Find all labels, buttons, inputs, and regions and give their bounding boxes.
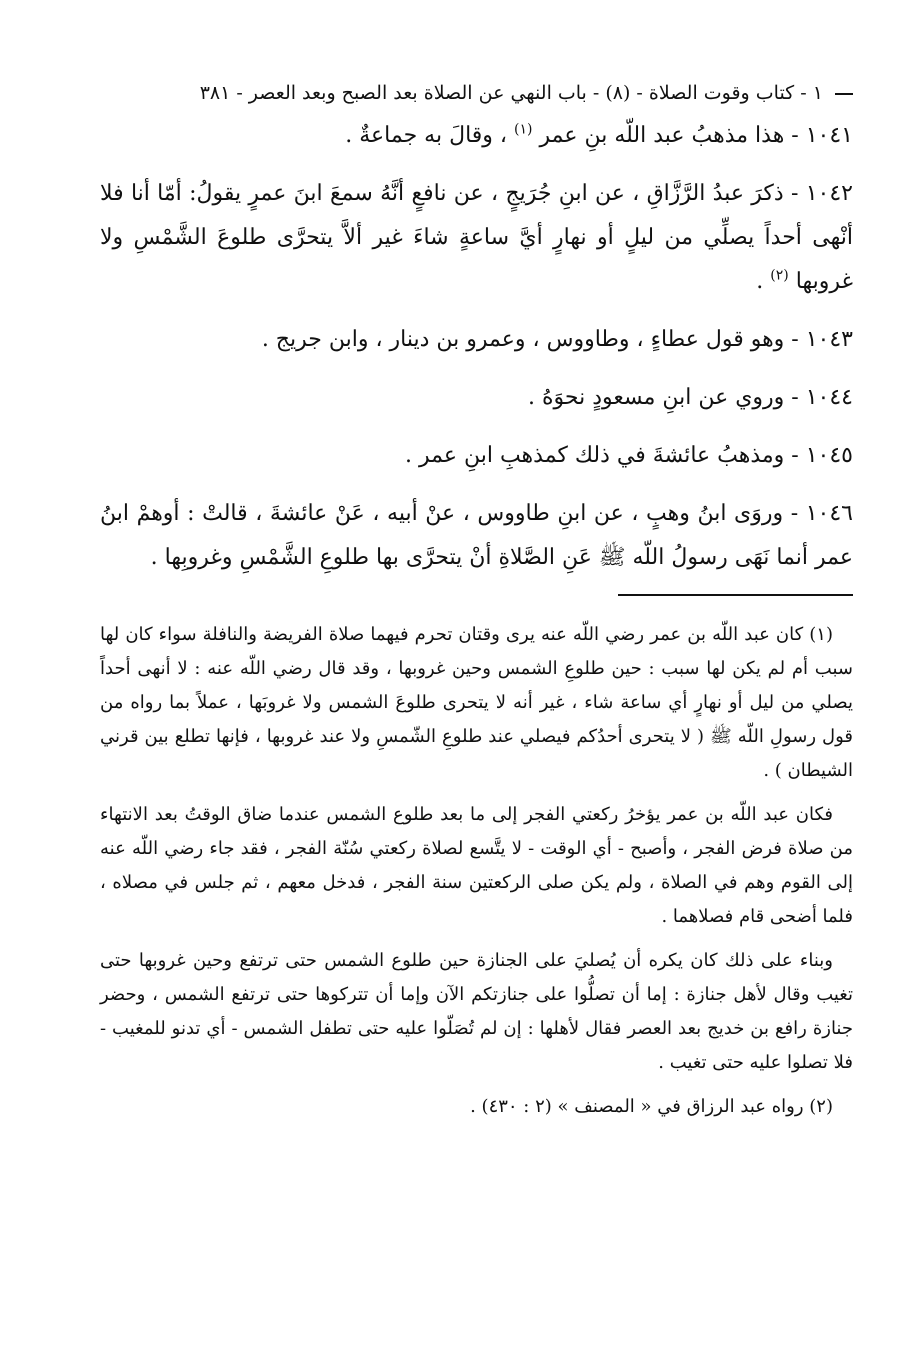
main-text — [100, 114, 853, 580]
paragraph-text: ١٠٤٦ - وروَى ابنُ وهبٍ ، عن ابنِ طاووس ، عنْ أبيه ، عَنْ عائشةَ ، قالتْ : أوهمْ ابنُ عمر أنما نَهَى رسولُ اللّه ﷺ عَنِ الصَّلاةِ أنْ يتحرَّى بها طلوعِ الشَّمْسِ وغروبِها . — [100, 501, 853, 570]
paragraph-text: ١٠٤٤ - وروي عن ابنِ مسعودٍ نحوَهُ . — [528, 385, 853, 410]
footnote-2: (٢) رواه عبد الرزاق في « المصنف » (٢ : ٤٣٠) . — [470, 1096, 833, 1117]
page — [100, 78, 853, 1134]
footnote-1: (١) كان عبد اللّه بن عمر رضي اللّه عنه يرى وقتان تحرم فيهما صلاة الفريضة والنافلة سواء كان لها سبب أم لم يكن لها سبب : حين طلوعِ الشمس وحين غروبها ، وقد قال رضي اللّه عنه : لا أنهى أحداً يصلي من ليل أو نهارٍ أي ساعة شاء ، غير أنه لا يتحرى طلوعَ الشمس ولا غروبَها ، عملاً بما رواه من قول رسولِ اللّه ﷺ ( لا يتحرى أحدُكم فيصلي عند طلوعِ الشّمسِ ولا عند غروبها ، فإنها تطلع بين قرني الشيطان ) . — [100, 624, 853, 781]
paragraph-1046 — [100, 492, 853, 580]
paragraph-1041 — [100, 114, 853, 158]
footnote-divider — [618, 594, 853, 596]
paragraph-tail: ، وقالَ به جماعةٌ . — [345, 123, 508, 148]
paragraph-1043 — [100, 318, 853, 362]
paragraph-1042 — [100, 172, 853, 304]
footnote-1-continued-2: وبناء على ذلك كان يكره أن يُصليَ على الجنازة حين طلوع الشمس حتى ترتفع وحين غروبها حتى تغيب وقال لأهل جنازة : إما أن تصلُّوا على جنازتكم الآن وإما أن تتركوها حتى ترتفع الشمس ، وحضر جنازة رافع بن خديج بعد العصر فقال لأهلها : إن لم تُصَلّوا عليه حتى تطفل الشمس - أي تدنو للمغيب - فلا تصلوا عليه حتى تغيب . — [100, 950, 853, 1073]
paragraph-1044 — [100, 376, 853, 420]
footnotes — [100, 618, 853, 1124]
footnote-marker-1[interactable]: (١) — [514, 121, 533, 138]
running-header — [100, 78, 853, 108]
paragraph-text: ١٠٤٥ - ومذهبُ عائشةَ في ذلك كمذهبِ ابنِ عمر . — [405, 443, 853, 468]
footnote-marker-2[interactable]: (٢) — [770, 267, 789, 284]
paragraph-text: ١٠٤٣ - وهو قول عطاءٍ ، وطاووس ، وعمرو بن دينار ، وابن جريج . — [261, 327, 853, 352]
paragraph-text: ١٠٤١ - هذا مذهبُ عبد اللّه بنِ عمر — [539, 123, 853, 148]
header-rule — [835, 93, 853, 95]
paragraph-tail: . — [756, 269, 764, 294]
footnote-1-continued: فكان عبد اللّه بن عمر يؤخرُ ركعتي الفجر إلى ما بعد طلوع الشمس عندما ضاق الوقتُ بعد الانتهاء من صلاة فرض الفجر ، وأصبح - أي الوقت - لا يتَّسع لصلاة ركعتي سُنّة الفجر ، فقد جاء رضي اللّه عنه إلى القوم وهم في الصلاة ، ولم يكن صلى الركعتين سنة الفجر ، فدخل معهم ، ثم جلس في مصلاه ، فلما أضحى قام فصلاهما . — [100, 804, 853, 927]
paragraph-text: ١٠٤٢ - ذكرَ عبدُ الرَّزَّاقِ ، عن ابنِ جُرَيجٍ ، عن نافعٍ أنَّهُ سمعَ ابنَ عمرٍ يقولُ: أمّا أنا فلا أنْهى أحداً يصلِّي من ليلٍ أو نهارٍ أيَّ ساعةٍ شاءَ غير ألاَّ يتحرَّى طلوعَ الشَّمْسِ ولا غروبها — [100, 181, 853, 294]
running-title: ١ - كتاب وقوت الصلاة - (٨) - باب النهي عن الصلاة بعد الصبح وبعد العصر - ٣٨١ — [199, 82, 823, 104]
paragraph-1045 — [100, 434, 853, 478]
